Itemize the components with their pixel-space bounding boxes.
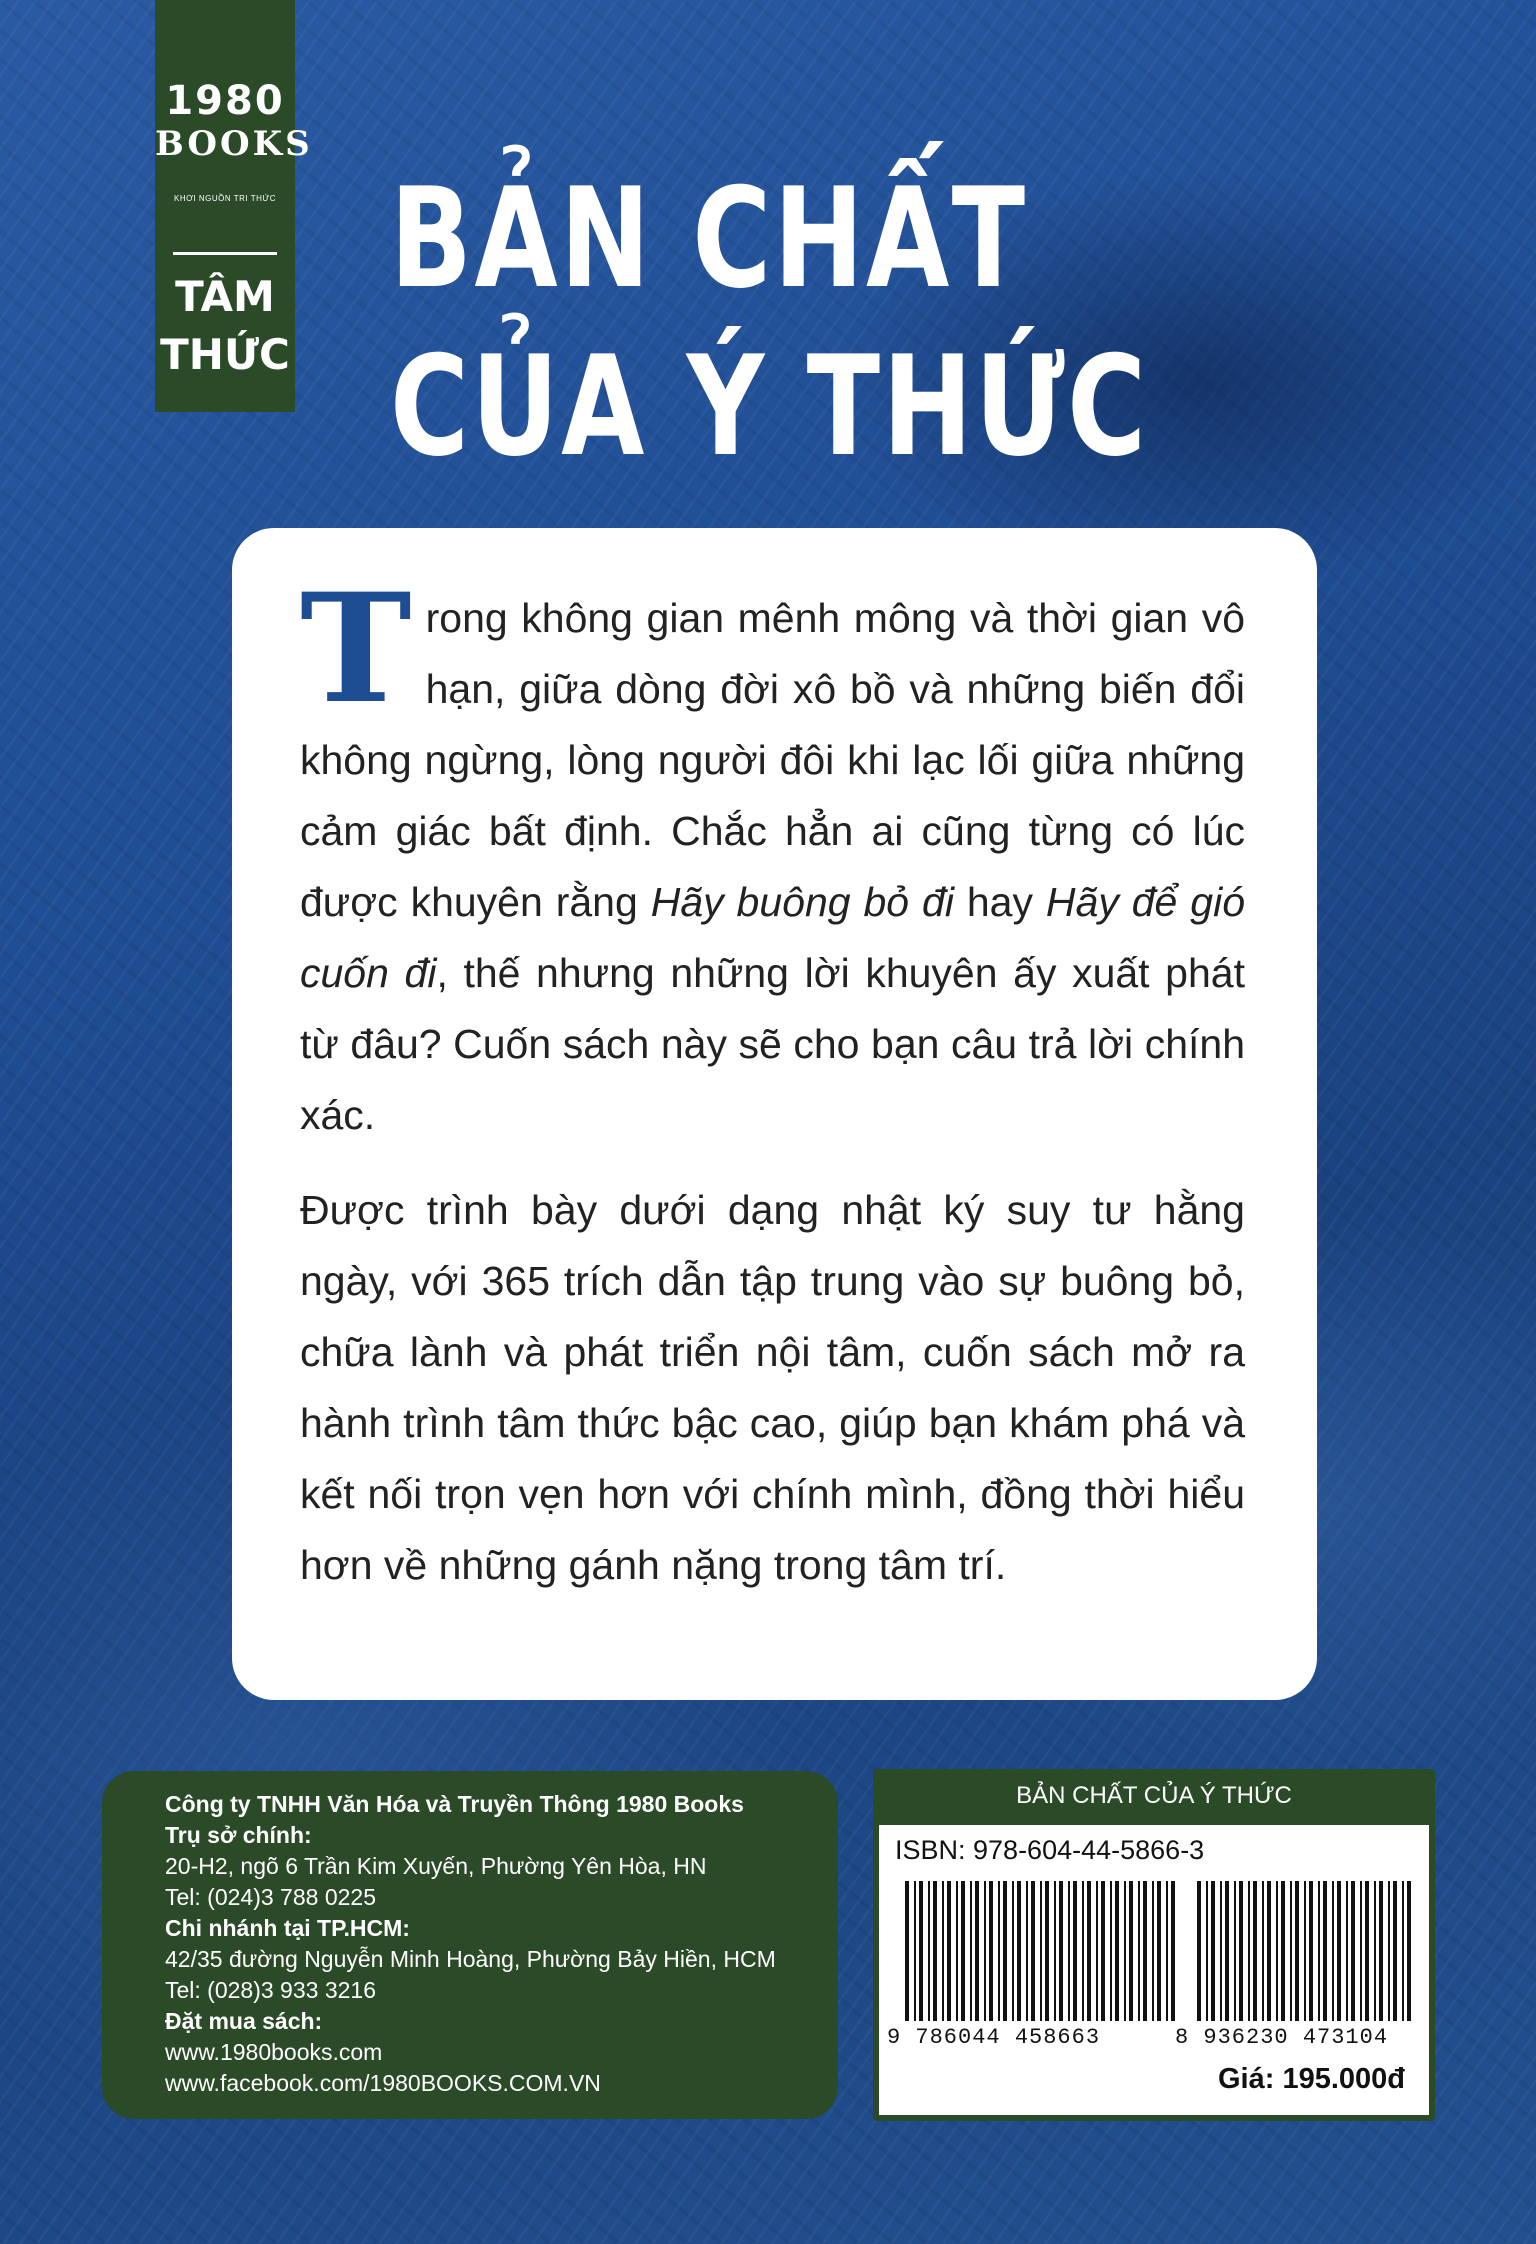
publisher-logo-tagline: KHƠI NGUỒN TRI THỨC [173,194,276,203]
barcode-bar [1045,1881,1049,2021]
barcode-bar [1337,1881,1341,2021]
book-title-line-1: BẢN CHẤT [390,158,1028,319]
barcode-bar [1211,1881,1215,2021]
blurb-italic-quote: Hãy để gió cuốn đi [300,879,1245,996]
barcode-bar [1220,1881,1222,2021]
barcode-bar [1262,1881,1264,2021]
barcode-bar [970,1881,972,2021]
barcode-header: BẢN CHẤT CỦA Ý THỨC [1016,1782,1292,1809]
blurb-text: rong không gian mênh mông và thời gian vô hạn, giữa dòng đời xô bồ và những biến đổi không ngừng, lòng người đôi khi lạc lối giữa những cảm giác bất định. Chắc hẳn ai cũng từng có lúc được khuyên rằng [300,595,1245,925]
barcode-bar [1096,1881,1098,2021]
barcode-area [879,1825,1429,2115]
barcode-bar [1225,1881,1229,2021]
barcode-bar [1248,1881,1250,2021]
barcode-bar [1073,1881,1077,2021]
barcode-bar [1393,1881,1397,2021]
barcode-bar [1171,1881,1175,2021]
barcode-bar [984,1881,986,2021]
barcode-bar [1115,1881,1119,2021]
publisher-tab [155,0,313,412]
hq-address: 20-H2, ngõ 6 Trần Kim Xuyến, Phường Yên Hòa, HN [165,1853,707,1879]
website-link[interactable]: www.1980books.com [165,2039,383,2065]
barcode-bar [1267,1881,1271,2021]
publisher-contact-box [102,1771,838,2119]
barcode-bar [961,1881,965,2021]
barcode-bar [1318,1881,1320,2021]
blurb-text: hay [953,879,1046,925]
barcode-bar [1082,1881,1084,2021]
blurb-panel [232,528,1317,1700]
barcode-bar [1388,1881,1390,2021]
publisher-logo-name: BOOKS [155,124,313,164]
barcode-bar [1197,1881,1201,2021]
barcode-bar [928,1881,930,2021]
barcode-bar [989,1881,993,2021]
barcode-bar [1157,1881,1161,2021]
company-name: Công ty TNHH Văn Hóa và Truyền Thông 1980 Books [165,1791,744,1817]
isbn-text: ISBN: 978-604-44-5866-3 [895,1835,1205,1865]
barcode-bar [975,1881,979,2021]
barcode-bar [933,1881,937,2021]
barcode-bar [1379,1881,1383,2021]
book-title-line-2: CỦA Ý THỨC [390,326,1149,487]
isbn-barcode-number: 9 786044 458663 [887,2025,1101,2050]
barcode-bar [1304,1881,1306,2021]
barcode-bar [919,1881,923,2021]
barcode-bar [1407,1881,1411,2021]
barcode-bar [905,1881,909,2021]
barcode-bar [1402,1881,1404,2021]
barcode-bar [1087,1881,1091,2021]
barcode-bar [1101,1881,1105,2021]
facebook-link[interactable]: www.facebook.com/1980BOOKS.COM.VN [165,2070,601,2096]
product-barcode-icon [1197,1881,1417,2041]
barcode-bar [942,1881,944,2021]
barcode-bar [1143,1881,1147,2021]
barcode-bar [1365,1881,1369,2021]
barcode-bar [1110,1881,1112,2021]
barcode-bar [1138,1881,1140,2021]
order-label: Đặt mua sách: [165,2008,323,2034]
barcode-bar [1003,1881,1007,2021]
barcode-bar [1026,1881,1028,2021]
barcode-bar [1129,1881,1133,2021]
barcode-bar [1360,1881,1362,2021]
barcode-bar [1012,1881,1014,2021]
barcode-bar [1276,1881,1278,2021]
barcode-bar [998,1881,1000,2021]
drop-cap: T [300,561,412,737]
barcode-bar [1374,1881,1376,2021]
barcode-bar [1124,1881,1126,2021]
series-label: TÂM THỨC [160,272,290,379]
barcode-bar [1253,1881,1257,2021]
barcode-bar [1031,1881,1035,2021]
barcode-bar [1068,1881,1070,2021]
barcode-bar [1346,1881,1348,2021]
barcode-bar [1017,1881,1021,2021]
barcode-bar [1040,1881,1042,2021]
tab-divider [173,252,277,255]
price-label: Giá: 195.000đ [1218,2063,1405,2095]
barcode-bar [1295,1881,1299,2021]
barcode-bar [956,1881,958,2021]
product-barcode-number: 8 936230 473104 [1175,2025,1389,2050]
barcode-bar [914,1881,916,2021]
barcode-bar [1234,1881,1236,2021]
blurb-text: , thế nhưng những lời khuyên ấy xuất phát từ đâu? Cuốn sách này sẽ cho bạn câu trả lời chính xác. [300,950,1245,1138]
isbn-barcode-icon [905,1881,1175,2041]
barcode-bar [947,1881,951,2021]
hq-label: Trụ sở chính: [165,1822,312,1848]
branch-tel: Tel: (028)3 933 3216 [165,1977,376,2003]
barcode-bar [1351,1881,1355,2021]
branch-label: Chi nhánh tại TP.HCM: [165,1915,410,1941]
barcode-bar [1206,1881,1208,2021]
barcode-bar [1281,1881,1285,2021]
publisher-logo-year: 1980 [165,78,285,124]
barcode-bar [1332,1881,1334,2021]
barcode-bar [1166,1881,1168,2021]
barcode-bar [1323,1881,1327,2021]
barcode-box [873,1769,1435,2121]
branch-address: 42/35 đường Nguyễn Minh Hoàng, Phường Bảy Hiền, HCM [165,1946,776,1972]
barcode-bar [1239,1881,1243,2021]
barcode-bar [1054,1881,1056,2021]
book-title [390,155,1149,491]
barcode-bar [1059,1881,1063,2021]
hq-tel: Tel: (024)3 788 0225 [165,1884,376,1910]
blurb-paragraph-2: Được trình bày dưới dạng nhật ký suy tư hằng ngày, với 365 trích dẫn tập trung vào sự buông bỏ, chữa lành và phát triển nội tâm, cuốn sách mở ra hành trình tâm thức bậc cao, giúp bạn khám phá và kết nối trọn vẹn hơn với chính mình, đồng thời hiểu hơn về những gánh nặng trong tâm trí. [300,1187,1245,1588]
barcode-bar [1309,1881,1313,2021]
blurb-paragraph-1 [300,561,1245,1151]
barcode-bar [1152,1881,1154,2021]
barcode-bar [1290,1881,1292,2021]
blurb-italic-quote: Hãy buông bỏ đi [650,879,954,925]
